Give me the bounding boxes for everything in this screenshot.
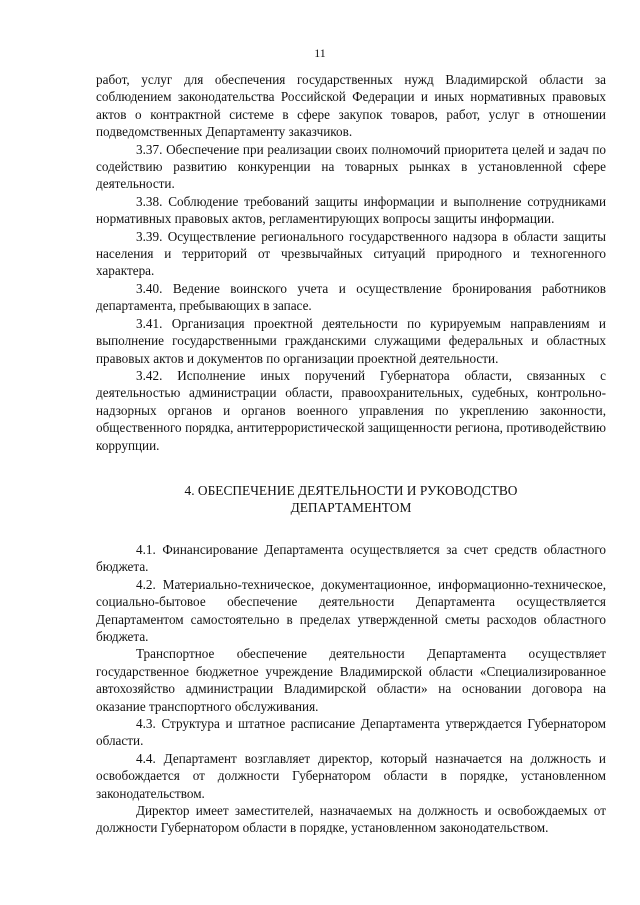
- paragraph-4-4: 4.4. Департамент возглавляет директор, который назначается на должность и освобождается от должности Губернатором области в порядке, установленном законодательством.: [96, 750, 606, 801]
- section-heading: [96, 482, 606, 516]
- page-number: 11: [314, 46, 326, 60]
- paragraph-4-2: 4.2. Материально-техническое, документационное, информационно-техническое, социально-бытовое обеспечение деятельности Департамента осуществляется Департаментом самостоятельно в пределах утвержденной сметы расходов областного бюджета.: [96, 576, 606, 644]
- paragraph-3-38: 3.38. Соблюдение требований защиты информации и выполнение сотрудниками нормативных правовых актов, регламентирующих вопросы защиты информации.: [96, 193, 606, 227]
- paragraph-3-42: 3.42. Исполнение иных поручений Губернатора области, связанных с деятельностью администрации области, правоохранительных, судебных, контрольно-надзорных органов и органов военного управления по укреплению законности, общественного порядка, антитеррористической защищенности региона, противодействию коррупции.: [96, 367, 606, 453]
- paragraph-continuation: работ, услуг для обеспечения государственных нужд Владимирской области за соблюдением законодательства Российской Федерации и иных нормативных правовых актов о контрактной системе в сфере закупок товаров, работ, услуг в отношении подведомственных Департаменту заказчиков.: [96, 72, 606, 140]
- paragraph-4-1: 4.1. Финансирование Департамента осуществляется за счет средств областного бюджета.: [96, 541, 606, 575]
- section-heading-line-2: ДЕПАРТАМЕНТОМ: [290, 499, 412, 515]
- paragraph-transport: Транспортное обеспечение деятельности Департамента осуществляет государственное бюджетное учреждение Владимирской области «Специализированное автохозяйство администрации Владимирской области» на основании договора на оказание транспортного обслуживания.: [96, 646, 606, 714]
- paragraph-deputies: Директор имеет заместителей, назначаемых на должность и освобождаемых от должности Губернатором области в порядке, установленном законодательством.: [96, 803, 606, 836]
- paragraph-3-41: 3.41. Организация проектной деятельности по курируемым направлениям и выполнение государственными гражданскими служащими федеральных и областных правовых актов и документов по организации проектной деятельности.: [96, 315, 606, 366]
- document-body: [96, 71, 606, 837]
- paragraph-3-37: 3.37. Обеспечение при реализации своих полномочий приоритета целей и задач по содействию развитию конкуренции на товарных рынках в установленной сфере деятельности.: [96, 141, 606, 192]
- section-heading-line-1: 4. ОБЕСПЕЧЕНИЕ ДЕЯТЕЛЬНОСТИ И РУКОВОДСТВО: [184, 482, 518, 498]
- paragraph-3-40: 3.40. Ведение воинского учета и осуществление бронирования работников департамента, пребывающих в запасе.: [96, 280, 606, 314]
- paragraph-4-3: 4.3. Структура и штатное расписание Департамента утверждается Губернатором области.: [96, 716, 606, 749]
- paragraph-3-39: 3.39. Осуществление регионального государственного надзора в области защиты населения и территорий от чрезвычайных ситуаций природного и техногенного характера.: [96, 228, 606, 279]
